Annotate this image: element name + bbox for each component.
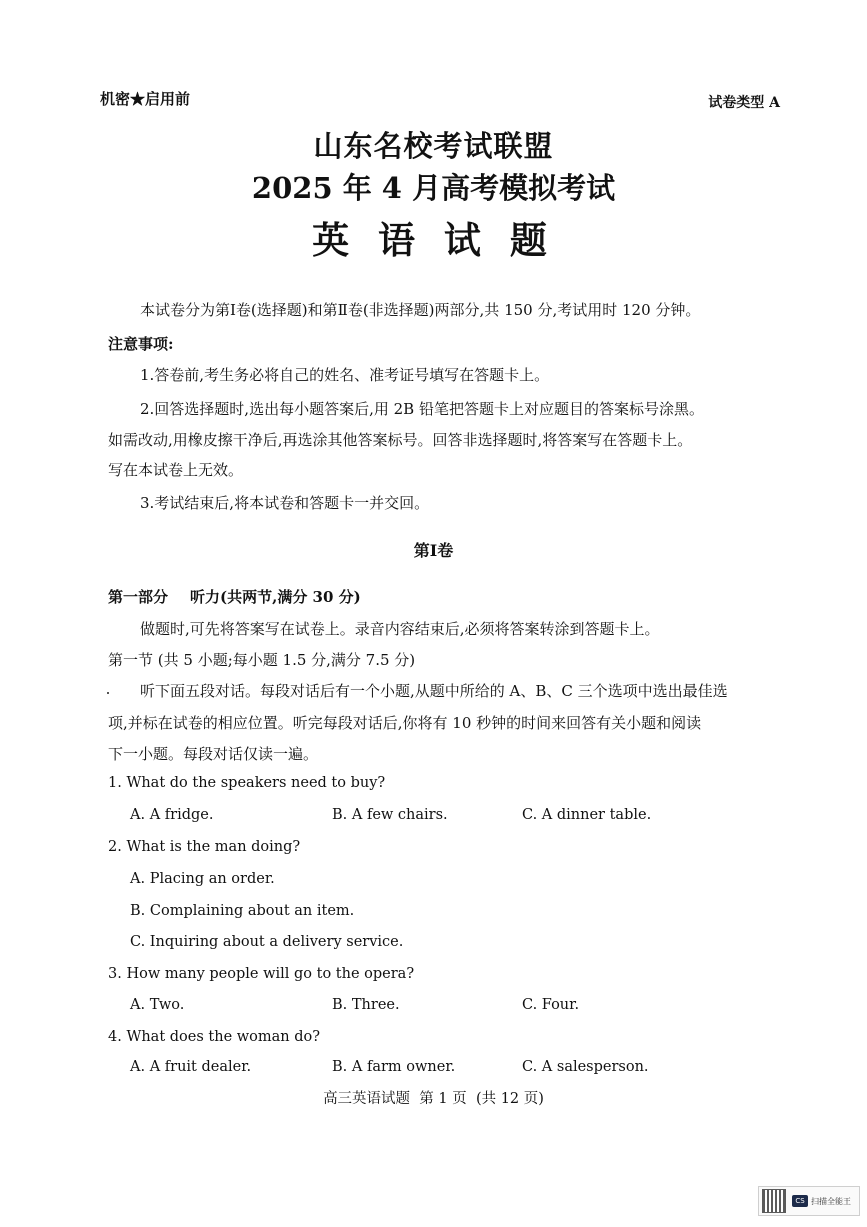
paper-type-label: 试卷类型 A: [708, 95, 780, 111]
notes-heading: 注意事项:: [108, 335, 174, 353]
note-item-2-line-1: 2.回答选择题时,选出每小题答案后,用 2B 铅笔把答题卡上对应题目的答案标号涂黑。: [140, 400, 704, 418]
intro-text: 本试卷分为第Ⅰ卷(选择题)和第Ⅱ卷(非选择题)两部分,共 150 分,考试用时 120 分钟。: [140, 301, 701, 319]
exam-date-title: 2025 年 4 月高考模拟考试: [251, 171, 616, 205]
scan-dot: [107, 692, 109, 694]
note-item-3: 3.考试结束后,将本试卷和答题卡一并交回。: [140, 494, 430, 512]
watermark-text: 扫描全能王: [811, 1196, 851, 1206]
note-item-2-line-2: 如需改动,用橡皮擦干净后,再选涂其他答案标号。回答非选择题时,将答案写在答题卡上。: [108, 431, 693, 449]
question-3-option-b: B. Three.: [332, 997, 400, 1013]
question-4-option-a: A. A fruit dealer.: [130, 1059, 252, 1075]
page-footer: 高三英语试题 第 1 页 (共 12 页): [323, 1091, 544, 1107]
question-1-stem: 1. What do the speakers need to buy?: [108, 775, 386, 791]
subject-title: 英 语 试 题: [312, 218, 555, 262]
question-3-option-c: C. Four.: [522, 997, 580, 1013]
question-4-stem: 4. What does the woman do?: [108, 1029, 321, 1045]
question-2-option-b: B. Complaining about an item.: [130, 903, 355, 919]
note-item-2-line-3: 写在本试卷上无效。: [108, 461, 244, 479]
note-item-1: 1.答卷前,考生务必将自己的姓名、准考证号填写在答题卡上。: [140, 366, 550, 384]
part1-instruction: 做题时,可先将答案写在试卷上。录音内容结束后,必须将答案转涂到答题卡上。: [140, 620, 660, 638]
scanner-watermark: [758, 1186, 860, 1216]
question-2-stem: 2. What is the man doing?: [108, 839, 301, 855]
question-1-option-c: C. A dinner table.: [522, 807, 652, 823]
part1-heading-label: 第一部分: [108, 588, 169, 606]
camscanner-logo-icon: CS: [792, 1195, 808, 1207]
question-3-option-a: A. Two.: [130, 997, 185, 1013]
question-1-option-b: B. A few chairs.: [332, 807, 448, 823]
question-2-option-c: C. Inquiring about a delivery service.: [130, 934, 404, 950]
part1-heading-desc: 听力(共两节,满分 30 分): [190, 588, 361, 606]
question-4-option-b: B. A farm owner.: [332, 1059, 456, 1075]
exam-union-title: 山东名校考试联盟: [313, 129, 554, 163]
directions-line-1: 听下面五段对话。每段对话后有一个小题,从题中所给的 A、B、C 三个选项中选出最佳选: [140, 682, 728, 700]
question-1-option-a: A. A fridge.: [130, 807, 214, 823]
question-4-option-c: C. A salesperson.: [522, 1059, 649, 1075]
volume-heading: 第Ⅰ卷: [413, 541, 454, 560]
question-2-option-a: A. Placing an order.: [130, 871, 275, 887]
directions-line-2: 项,并标在试卷的相应位置。听完每段对话后,你将有 10 秒钟的时间来回答有关小题和阅读: [108, 714, 702, 732]
qr-code-icon: [762, 1189, 786, 1213]
directions-line-3: 下一小题。每段对话仅读一遍。: [108, 745, 319, 763]
confidential-label: 机密★启用前: [100, 90, 191, 108]
section1-heading: 第一节 (共 5 小题;每小题 1.5 分,满分 7.5 分): [108, 651, 416, 669]
question-3-stem: 3. How many people will go to the opera?: [108, 966, 415, 982]
